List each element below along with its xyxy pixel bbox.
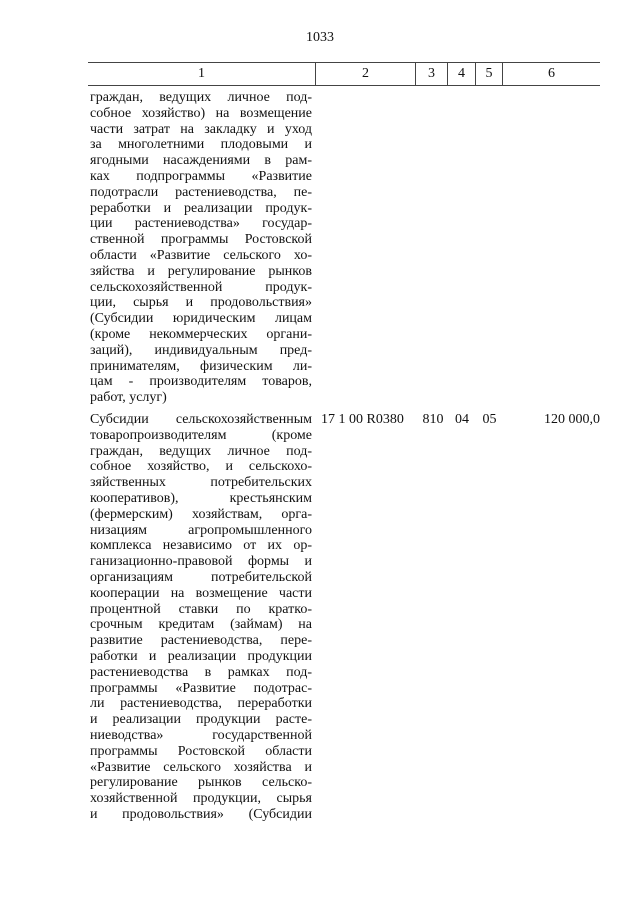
text-line: сельскохозяйственной продук- [90,279,312,295]
row-2-target-code: 17 1 00 R0380 [321,412,404,427]
text-line: собное хозяйство, и сельскохо- [90,459,312,475]
header-col-1: 1 [88,63,316,85]
text-line: (кроме некоммерческих органи- [90,326,312,342]
text-line: срочным кредитам (займам) на [90,617,312,633]
header-col-3: 3 [416,63,448,85]
header-col-6: 6 [548,66,555,81]
text-line: хозяйственной продукции, сырья [90,791,312,807]
text-line: кооперативов), крестьянским [90,490,312,506]
text-line: кооперации на возмещение части [90,585,312,601]
text-line: Субсидии сельскохозяйственным [90,412,312,427]
text-line: программы «Развитие подотрас- [90,680,312,696]
text-line: собное хозяйство) на возмещение [90,105,312,121]
text-line: за многолетними плодовыми и [90,137,312,153]
text-line: подотрасли растениеводства, пе- [90,184,312,200]
text-line: части затрат на закладку и уход [90,121,312,137]
text-line: комплекса независимо от их ор- [90,538,312,554]
text-line: программы Ростовской области [90,743,312,759]
text-line: ции, сырья и продовольствия» [90,295,312,311]
text-line: развитие растениеводства, пере- [90,633,312,649]
row-2-section: 04 [455,412,469,427]
text-line: ции растениеводства» государ- [90,216,312,232]
text-line: ганизационно-правовой формы и [90,554,312,570]
text-line: ственной программы Ростовской [90,232,312,248]
text-line: ках подпрограммы «Развитие [90,168,312,184]
text-line: «Развитие сельского хозяйства и [90,759,312,775]
text-line: (Субсидии юридическим лицам [90,311,312,327]
text-line: цам - производителям товаров, [90,374,312,390]
header-col-5: 5 [476,63,503,85]
table-header [88,62,600,86]
page-number: 1033 [306,30,334,45]
row-2-expense-type: 810 [422,412,444,427]
header-col-4: 4 [448,63,476,85]
text-line: регулирование рынков сельско- [90,775,312,791]
row-2-amount: 120 000,0 [544,412,600,427]
text-line: ли растениеводства, переработки [90,696,312,712]
text-line: граждан, ведущих личное под- [90,443,312,459]
text-line: ниеводства» государственной [90,727,312,743]
text-line: области «Развитие сельского хо- [90,247,312,263]
text-line: зяйства и регулирование рынков [90,263,312,279]
text-line: процентной ставки по кратко- [90,601,312,617]
text-line: организациям потребительской [90,569,312,585]
text-line: граждан, ведущих личное под- [90,90,312,105]
text-line: товаропроизводителям (кроме [90,427,312,443]
text-line: растениеводства в рамках под- [90,664,312,680]
header-col-2: 2 [316,63,416,85]
text-line: зяйственных потребительских [90,475,312,491]
row-1-description [90,90,312,406]
text-line: работки и реализации продукции [90,648,312,664]
row-2-description [90,412,312,823]
text-line: ягодными насаждениями в рам- [90,153,312,169]
row-2-subsection: 05 [482,412,497,427]
text-line: заций), индивидуальным пред- [90,342,312,358]
text-line: и реализации продукции расте- [90,712,312,728]
text-line: работ, услуг) [90,390,167,406]
text-line: (фермерским) хозяйствам, орга- [90,506,312,522]
text-line: низациям агропромышленного [90,522,312,538]
text-line: и продовольствия» (Субсидии [90,806,312,822]
text-line: реработки и реализации продук- [90,200,312,216]
text-line: принимателям, физическим ли- [90,358,312,374]
